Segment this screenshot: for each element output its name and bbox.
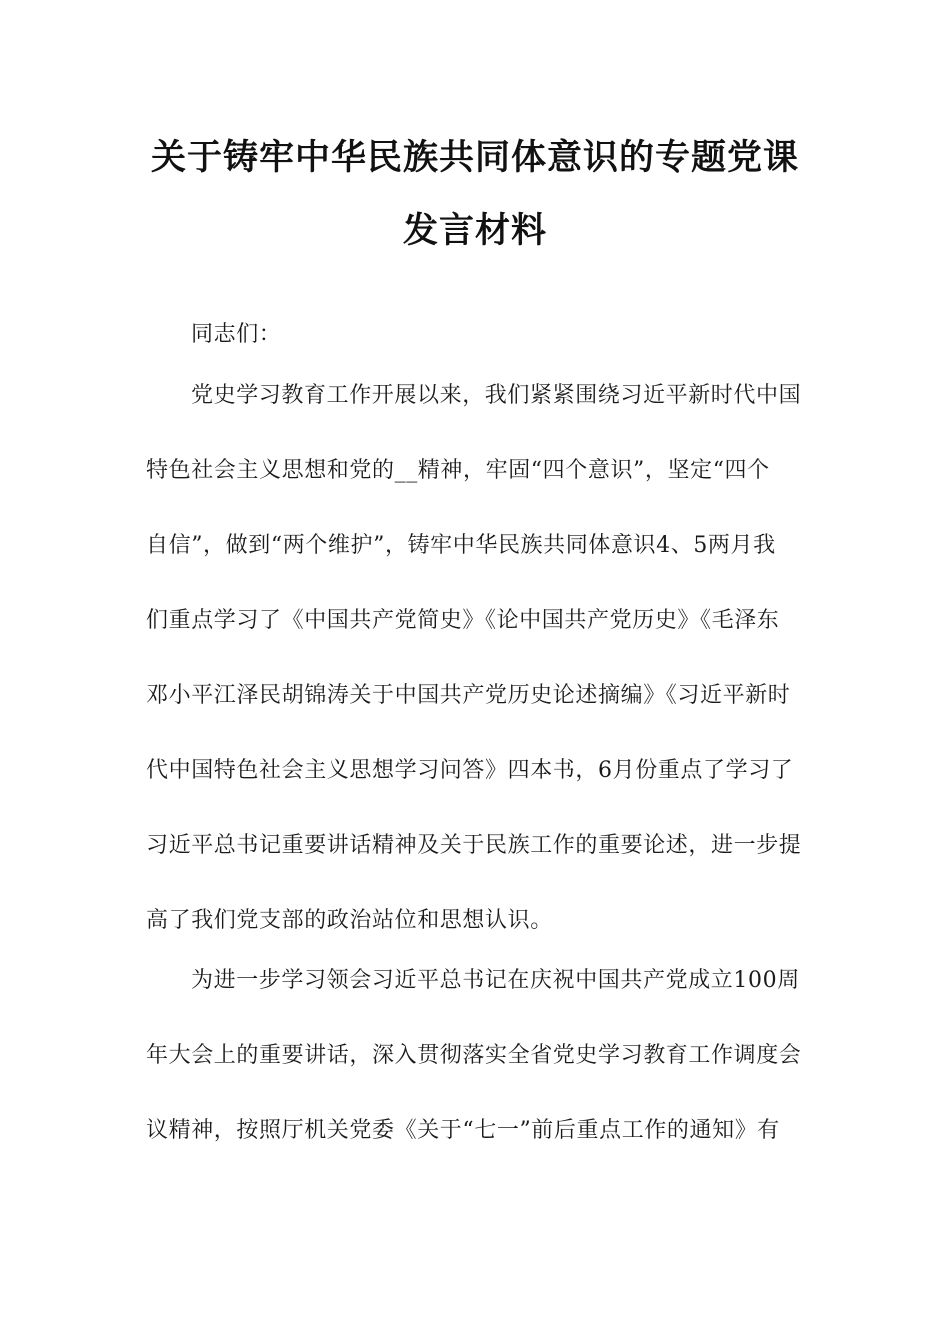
paragraph-1-line-5: 邓小平江泽民胡锦涛关于中国共产党历史论述摘编》《习近平新时	[146, 683, 791, 708]
salutation: 同志们：	[191, 322, 282, 347]
paragraph-1-line-1: 党史学习教育工作开展以来，我们紧紧围绕习近平新时代中国	[191, 383, 802, 408]
paragraph-1-line-6: 代中国特色社会主义思想学习问答》四本书，6月份重点了学习了	[146, 758, 794, 783]
paragraph-2-line-2: 年大会上的重要讲话，深入贯彻落实全省党史学习教育工作调度会	[146, 1043, 802, 1068]
paragraph-1-line-2: 特色社会主义思想和党的__精神，牢固“四个意识”，坚定“四个	[146, 458, 770, 483]
paragraph-1-line-4: 们重点学习了《中国共产党简史》《论中国共产党历史》《毛泽东	[146, 608, 780, 633]
paragraph-1-line-7: 习近平总书记重要讲话精神及关于民族工作的重要论述，进一步提	[146, 833, 802, 858]
paragraph-2-line-3: 议精神，按照厅机关党委《关于“七一”前后重点工作的通知》有	[146, 1118, 780, 1143]
document-title-line-1: 关于铸牢中华民族共同体意识的专题党课	[150, 138, 799, 178]
paragraph-1-line-3: 自信”，做到“两个维护”，铸牢中华民族共同体意识4、5两月我	[146, 533, 776, 558]
paragraph-1-line-8: 高了我们党支部的政治站位和思想认识。	[146, 908, 553, 933]
document-title-line-2: 发言材料	[402, 211, 547, 251]
paragraph-2-line-1: 为进一步学习领会习近平总书记在庆祝中国共产党成立100周	[191, 968, 800, 993]
